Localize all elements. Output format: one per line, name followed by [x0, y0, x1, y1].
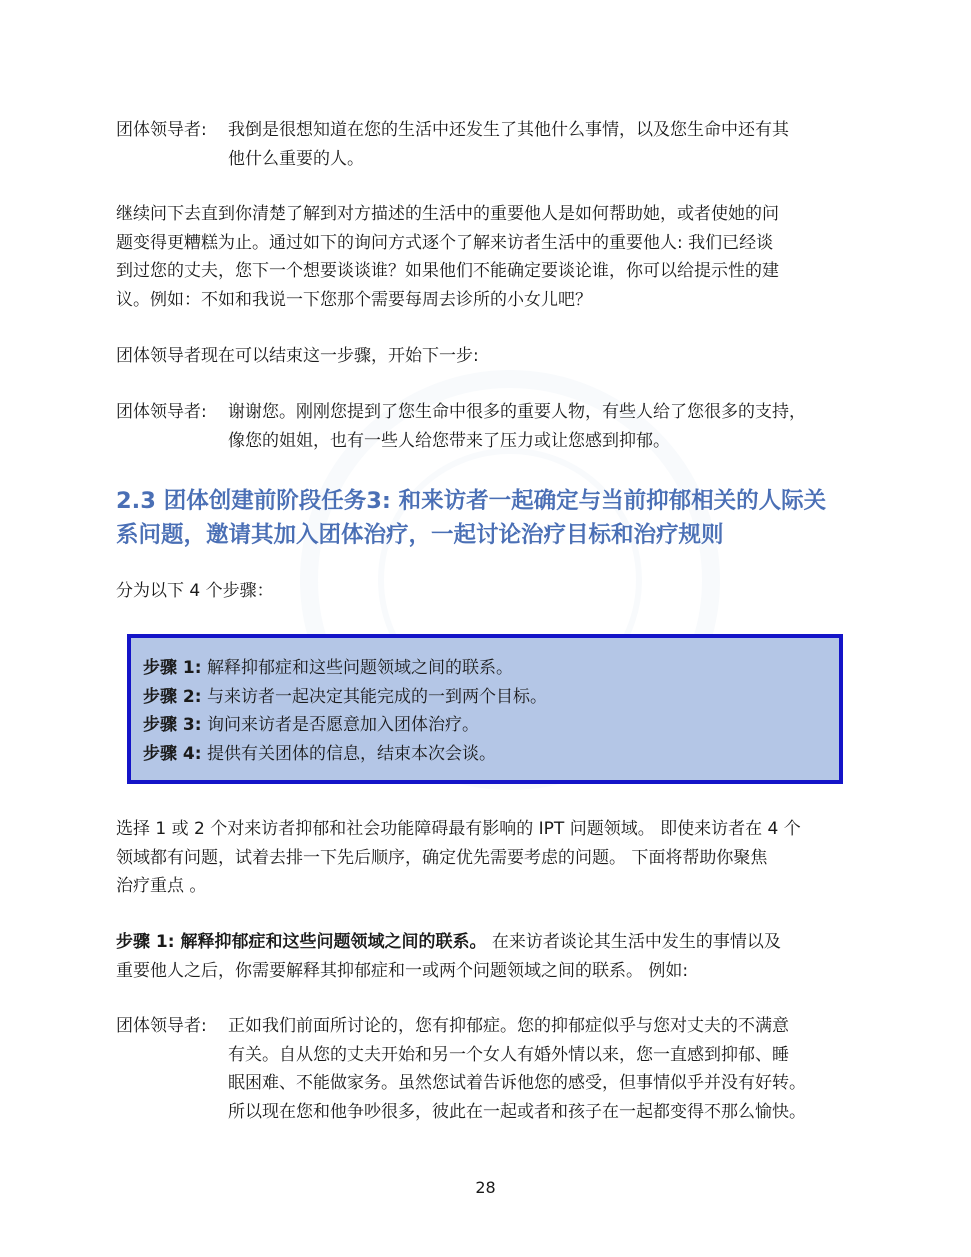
text-line: [116, 928, 858, 957]
step-label: 步骤 1:: [143, 658, 202, 678]
dialog-leader-2: [116, 398, 866, 455]
speech-line: 我倒是很想知道在您的生活中还发生了其他什么事情，以及您生命中还有其: [228, 120, 789, 140]
step-text: 询问来访者是否愿意加入团体治疗。: [201, 715, 479, 735]
paragraph-choose-areas: [116, 815, 858, 901]
speech-text: [228, 398, 866, 455]
paragraph-step1-explain: [116, 928, 858, 985]
step-label: 步骤 2:: [143, 686, 202, 707]
step-text: 解释抑郁症和这些问题领域之间的联系。: [201, 658, 513, 678]
steps-summary-box: [127, 634, 843, 784]
step-label: 步骤 3:: [143, 715, 202, 735]
speaker-label: 团体领导者:: [116, 120, 207, 140]
speech-line: 所以现在您和他争吵很多，彼此在一起或者和孩子在一起都变得不那么愉快。: [228, 1101, 806, 1122]
speech-line: 谢谢您。刚刚您提到了您生命中很多的重要人物，有些人给了您很多的支持，: [228, 402, 806, 422]
speech-line: 正如我们前面所讨论的，您有抑郁症。您的抑郁症似乎与您对丈夫的不满意: [228, 1016, 789, 1036]
speech-line: 有关。自从您的丈夫开始和另一个女人有婚外情以来，您一直感到抑郁、睡: [228, 1044, 789, 1065]
step-item-4: [143, 740, 839, 769]
text-line: 重要他人之后，你需要解释其抑郁症和一或两个问题领域之间的联系。 例如:: [116, 960, 689, 981]
text-line: 议。例如：不如和我说一下您那个需要每周去诊所的小女儿吧？: [116, 289, 592, 310]
text-line: 治疗重点 。: [116, 876, 207, 896]
heading-line: 2.3 团体创建前阶段任务3: 和来访者一起确定与当前抑郁相关的人际关: [116, 488, 827, 514]
dialog-leader-3: [116, 1012, 866, 1126]
paragraph-significant-others: [116, 200, 858, 314]
step-item-3: [143, 711, 839, 740]
text-line: 继续问下去直到你清楚了解到对方描述的生活中的重要他人是如何帮助她，或者使她的问: [116, 204, 779, 224]
speech-text: [228, 1012, 866, 1126]
paragraph-end-step: 团体领导者现在可以结束这一步骤，开始下一步:: [116, 346, 479, 366]
speaker-label: 团体领导者:: [116, 1016, 207, 1036]
step-text: 提供有关团体的信息，结束本次会谈。: [201, 743, 496, 764]
step-item-1: [143, 654, 839, 683]
dialog-leader-1: [116, 116, 866, 173]
speaker-label: 团体领导者:: [116, 402, 207, 422]
speech-line: 眠困难、不能做家务。虽然您试着告诉他您的感受，但事情似乎并没有好转。: [228, 1073, 806, 1093]
page-number: 28: [475, 1178, 496, 1197]
speech-line: 像您的姐姐，也有一些人给您带来了压力或让您感到抑郁。: [228, 430, 670, 451]
text-line: 选择 1 或 2 个对来访者抑郁和社会功能障碍最有影响的 IPT 问题领域。 即使来访者在 4 个: [116, 819, 801, 839]
step-item-2: [143, 683, 839, 712]
heading-line: 系问题，邀请其加入团体治疗，一起讨论治疗目标和治疗规则: [116, 522, 724, 548]
speech-line: 他什么重要的人。: [228, 148, 364, 169]
step-label: 步骤 4:: [143, 743, 202, 764]
section-heading: [116, 484, 864, 552]
inline-text: 在来访者谈论其生活中发生的事情以及: [486, 932, 781, 952]
inline-bold-step: 步骤 1: 解释抑郁症和这些问题领域之间的联系。: [116, 932, 487, 952]
step-text: 与来访者一起决定其能完成的一到两个目标。: [201, 686, 547, 707]
text-line: 到过您的丈夫，您下一个想要谈谈谁？如果他们不能确定要谈论谁，你可以给提示性的建: [116, 261, 779, 281]
text-line: 题变得更糟糕为止。通过如下的询问方式逐个了解来访者生活中的重要他人: 我们已经谈: [116, 232, 774, 253]
speech-text: [228, 116, 866, 173]
paragraph-steps-intro: 分为以下 4 个步骤：: [116, 581, 274, 601]
text-line: 领域都有问题，试着去排一下先后顺序，确定优先需要考虑的问题。 下面将帮助你聚焦: [116, 847, 768, 868]
